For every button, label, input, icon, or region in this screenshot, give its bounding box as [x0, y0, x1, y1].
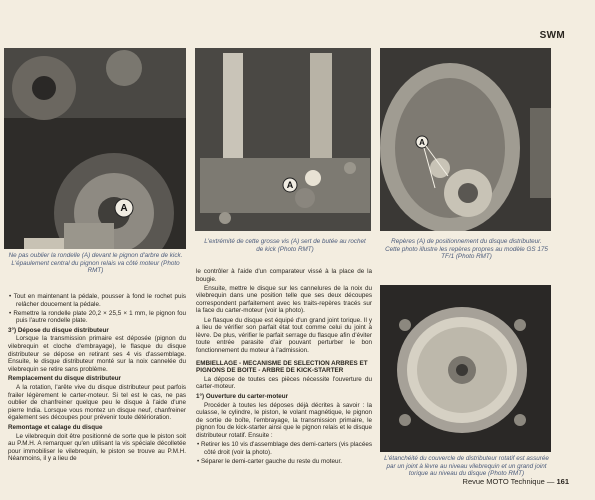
photo-distributor-marks-image — [380, 48, 551, 231]
photo-kick-gear — [4, 48, 186, 249]
bullet-separate-half-case-text: Séparer le demi-carter gauche du reste du moteur. — [200, 457, 343, 465]
photo-kick-stop-screw — [195, 48, 371, 231]
photo-kick-gear-marker: A — [120, 203, 128, 214]
text-column-middle — [196, 268, 372, 467]
photo-distributor-marks-caption: Repères (A) de positionnement du disque distributeur. Cette photo illustre les repères propres au modèle GS 175 TF/1 (Photo RMT) — [385, 238, 548, 261]
photo-kick-gear-image — [4, 48, 186, 249]
heading-crankcase-opening: 1°) Ouverture du carter-moteur — [196, 392, 289, 400]
photo-distributor-marks — [380, 48, 551, 231]
photo-distributor-cover-seal-caption: L'étanchéité du couvercle de distributeur rotatif est assurée par un joint à lèvre au niveau vilebrequin et un grand joint torique au niveau du disque (Photo RMT) — [384, 455, 549, 478]
para-crankcase-opening-required: La dépose de toutes ces pièces nécessite l'ouverture du carter-moteur. — [196, 375, 372, 391]
bullet-remove-screws-text: Retirer les 10 vis d'assemblage des demi-carters (vis placées côté droit (voir la photo). — [200, 440, 372, 456]
bullet-refit-washer-text: Remettre la rondelle plate 20,2 × 25,5 × 1 mm, le pignon fou puis l'autre rondelle plate. — [13, 309, 186, 325]
photo-kick-stop-screw-marker: A — [286, 180, 294, 190]
heading-distributor-removal: 3°) Dépose du disque distributeur — [8, 326, 109, 334]
page-footer — [463, 477, 569, 486]
heading-crankshaft-gearbox-kick: EMBIELLAGE - MECANISME DE SELECTION ARBRES ET PIGNONS DE BOITE - ARBRE DE KICK-STARTER — [196, 359, 368, 375]
heading-refit-and-timing: Remontage et calage du disque — [8, 424, 103, 431]
bullet-refit-washer: • Remettre la rondelle plate 20,2 × 25,5 × 1 mm, le pignon fou puis l'autre rondelle plate. — [9, 309, 186, 325]
bullet-push-ratchet-text: Tout en maintenant la pédale, pousser à fond le rochet puis relâcher doucement la pédale. — [13, 293, 186, 308]
photo-distributor-marks-marker: A — [419, 138, 425, 147]
para-distributor-replacement: A la rotation, l'arête vive du disque distributeur peut parfois frailer légèrement le carter-moteur. Si tel est le cas, ne pas oublier de chanfreiner quelque peu le disque à l'aide d'une pierre India. Lorsque vous montez un disque neuf, chanfreiner également ses découpes pour prévenir toute détérioration. — [8, 384, 186, 422]
heading-distributor-replacement: Remplacement du disque distributeur — [8, 375, 122, 383]
bullet-separate-half-case: • Séparer le demi-carter gauche du reste du moteur. — [197, 457, 343, 465]
bullet-remove-screws: • Retirer les 10 vis d'assemblage des demi-carters (vis placées côté droit (voir la photo). — [197, 440, 372, 456]
photo-kick-stop-screw-image — [195, 48, 371, 231]
para-dial-gauge: le contrôler à l'aide d'un comparateur vissé à la place de la bougie. — [196, 268, 372, 283]
para-fit-disc: Ensuite, mettre le disque sur les cannelures de la noix du vilebrequin dans une position telle que ses deux découpes correspondent parfaitement avec les traits-repères tracés sur la face du carter-moteur (voir la photo). — [196, 284, 372, 315]
photo-distributor-cover-seal-image — [380, 285, 551, 452]
para-o-ring: Le flasque du disque est équipé d'un grand joint torique. Il y a lieu de vérifier son parfait état tout comme celui du joint à lèvre. De plus, vérifier le parfait serrage du flasque afin d'éviter toute entrée parasite d'air pouvant perturber le bon fonctionnement du moteur à l'admission. — [196, 316, 372, 354]
para-refit-and-timing: Le vilebrequin doit être positionné de sorte que le piston soit au P.M.H. A remarquer qu'en utilisant la vis spéciale décolletée pour immobiliser le vilebrequin, le piston se trouve au P.M.H. Néanmoins, il y a lieu de — [8, 432, 186, 463]
photo-kick-gear-caption: Ne pas oublier la rondelle (A) devant le pignon d'arbre de kick. L'épaulement central du pignon relais va côté moteur (Photo RMT) — [8, 252, 183, 275]
brand-label: SWM — [539, 30, 565, 41]
footer-publication: Revue MOTO Technique — — [462, 477, 555, 486]
photo-kick-stop-screw-caption: L'extrémité de cette grosse vis (A) sert de butée au rochet de kick (Photo RMT) — [204, 238, 366, 253]
para-preliminary-removals: Procéder à toutes les déposes déjà décrites à savoir : la culasse, le cylindre, le piston, le volant magnétique, le pignon de sortie de boîte, l'embrayage, la transmission primaire, le pignon fou de kick-starter ainsi que le pignon relais et le disque distributeur rotatif. Ensuite : — [196, 401, 372, 439]
para-distributor-removal: Lorsque la transmission primaire est déposée (pignon du vilebrequin et cloche d'embrayage), le flasque du disque distributeur se dépose en retirant ses 4 vis d'assemblage. Ensuite, le disque distributeur monté sur la noix cannelée du vilebrequin se retire sans problème. — [8, 335, 186, 373]
photo-distributor-cover-seal — [380, 285, 551, 452]
page-number: 161 — [556, 477, 569, 486]
bullet-push-ratchet: • Tout en maintenant la pédale, pousser à fond le rochet puis relâcher doucement la pédale. — [9, 293, 186, 308]
text-column-left — [8, 293, 186, 464]
